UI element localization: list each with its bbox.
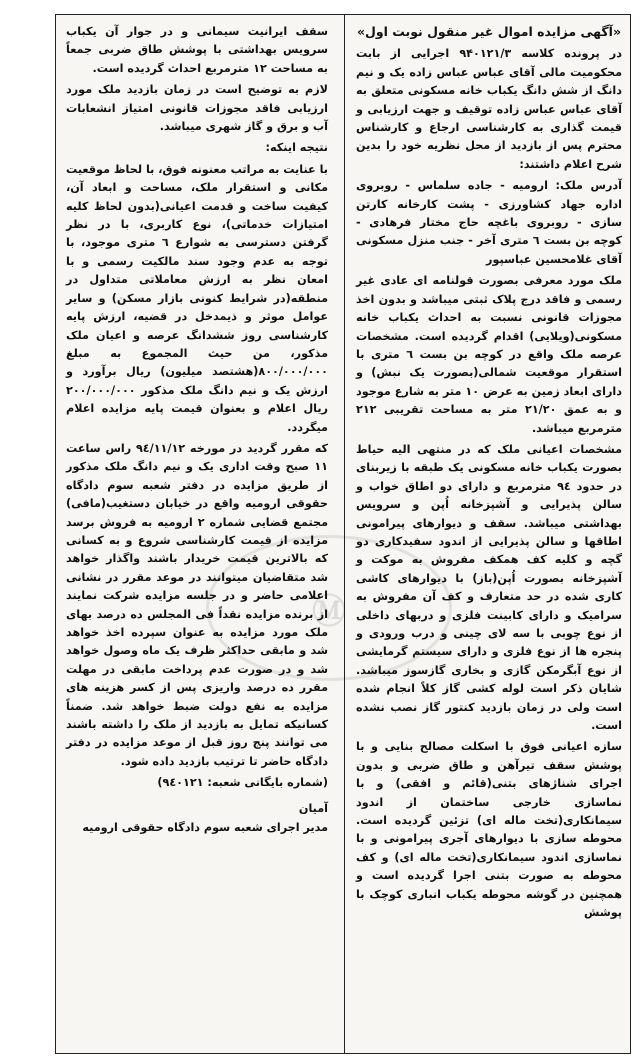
column-divider <box>344 15 345 1053</box>
signer-position: مدیر اجرای شعبه سوم دادگاه حقوقی ارومیه <box>82 820 328 834</box>
valuation-paragraph: با عنایت به مراتب معنونه فوق، با لحاظ موقعیت مکانی و استقرار ملک، مساحت و ابعاد آن، کیفیت ساخت و قدمت اعیانی(بدون لحاظ کلیه امتیازات خدماتی)، نوع کاربری، با در نظر گرفتن دسترسی به شوارع ٦ متری موجود، با توجه به عدم وجود سند مالکیت رسمی و با امعان نظر به ارزش معاملاتی متداول در منطقه(در شرایط کنونی بازار مسکن) و سایر عوامل موثر و ذیمدخل در قضیه، ارزش پایه کارشناسی روز ششدانگ عرصه و اعیان ملک مذکور، من حیث المجموع به مبلغ ۸۰۰/۰۰۰/۰۰۰(هشتصد میلیون) ریال برآورد و ارزش یک و نیم دانگ ملک مذکور ۲۰۰/۰۰۰/۰۰۰ ریال اعلام و بعنوان قیمت پایه مزایده اعلام میگردد. <box>66 162 328 434</box>
signature-block <box>66 799 328 837</box>
building-specs-paragraph: مشخصات اعیانی ملک که در منتهی الیه حیاط بصورت یکباب خانه مسکونی یک طبقه با زیربنای در حدود ۹٤ مترمربع و دارای دو اطاق خواب و سالن پذیرایی و آشپزخانه اُپن و سرویس بهداشتی میباشد. سقف و دیوارهای پیرامونی اطاقها و سالن پذیرایی از اندود سفیدکاری دو گچه و کلیه کف همکف مفروش به موکت و آشپزخانه بصورت اُپن(باز) با دیوارهای کاشی کاری شده در حد متعارف و کف آن مفروش به سرامیک و دارای کابینت فلزی و دربهای داخلی از نوع چوبی با سه لای چینی و درب ورودی و پنجره ها از نوع فلزی و دارای سیستم گرمایشی از نوع آبگرمکن گازی و بخاری گازسوز میباشد. شایان ذکر است لوله کشی گاز کلاً انجام شده است ولی در زمان بازدید کنتور گاز نصب نشده است. <box>356 442 622 733</box>
notice-title: «آگهی مزایده اموال غیر منقول نوبت اول» <box>356 24 622 39</box>
watermark-stamp: Ⓜ <box>206 535 452 681</box>
signer-name: آمیان <box>298 801 328 815</box>
notice-left-column <box>66 23 328 837</box>
land-specs-paragraph: ملک مورد معرفی بصورت قولنامه ای عادی غیر رسمی و فاقد درج پلاک ثبتی میباشد و بدون اخذ مجوزات قانونی نسبت به احداث یکباب خانه مسکونی(ویلایی) اقدام گردیده است. مشخصات عرصه ملک واقع در کوچه بن بست ٦ متری با استقرار موقعیت شمالی(بصورت یک نبش) و دارای ابعاد زمین به عرض ۱۰ متر به شارع موجود و به عمق ۲۱/۲۰ متر به مساحت تقریبی ۲۱۲ مترمربع میباشد. <box>356 274 623 435</box>
permits-note-paragraph: لازم به توضیح است در زمان بازدید ملک مورد ارزیابی فاقد مجوزات قانونی امتیاز انشعابات آب و برق و گاز شهری میباشد. <box>66 83 328 134</box>
conclusion-heading: نتیجه اینکه: <box>265 141 328 155</box>
archive-number: (شماره بایگانی شعبه: ۹٤۰۱۲۱) <box>157 776 328 790</box>
property-address-paragraph: آدرس ملک: ارومیه - جاده سلماس - روبروی اداره جهاد کشاورزی - پشت کارخانه کارتن سازی - روبروی باغچه حاج مختار فرهادی - کوچه بن بست ٦ متری آخر - جنب منزل مسکونی آقای غلامحسین عباسپور <box>356 179 623 266</box>
notice-right-column <box>356 23 622 1047</box>
newspaper-clipping <box>55 14 631 1054</box>
case-intro-paragraph: در پرونده کلاسه ۹۴۰۱۲۱/۳ اجرایی از بابت محکومیت مالی آقای عباس عباس زاده یک و نیم دانگ از شش دانگ یکباب خانه مسکونی متعلق به آقای عباس عباس زاده توقیف و جهت ارزیابی و قیمت گذاری به کارشناسی ارجاع و کارشناس محترم پس از بازدید از محل نظریه خود را بدین شرح اعلام داشتند: <box>356 47 622 171</box>
structure-paragraph: سازه اعیانی فوق با اسکلت مصالح بنایی و با پوشش سقف تیرآهن و طاق ضربی و بدون اجرای شناژهای بتنی(قائم و افقی) و با نماسازی خارجی ساختمان از اندود سیمانکاری(تخت ماله ای) تزئین گردیده است. محوطه سازی با دیوارهای آجری پیرامونی و با نماسازی اندود سیمانکاری(تخت ماله ای) و کف محوطه به صورت بتنی اجرا گردیده است و همچنین در گوشه محوطه یکباب انباری کوچک با پوشش <box>356 740 622 920</box>
auction-terms-paragraph: که مقرر گردید در مورخه ۹٤/۱۱/۱۲ راس ساعت ۱۱ صبح وقت اداری یک و نیم دانگ ملک مذکور از طریق مزایده در دفتر شعبه سوم دادگاه حقوقی ارومیه واقع در خیابان دستغیب(مافی) مجتمع قضایی شماره ۲ ارومیه به فروش برسد مزایده از قیمت کارشناسی شروع و به کسانی که بالاترین قیمت خریدار باشند واگذار خواهد شد متقاضیان میتوانند در موعد مقرر در نشانی اعلامی حاضر و در جلسه مزایده شرکت نمایند از برنده مزایده نقداً فی المجلس ده درصد بهای ملک مورد مزایده به عنوان سپرده اخذ خواهد شد و مابقی حداکثر ظرف یک ماه وصول خواهد شد و در صورت عدم پرداخت مابقی در مهلت مقرر ده درصد واریزی پس از کسر هزینه های مزایده به نفع دولت ضبط خواهد شد. ضمناً کسانیکه تمایل به بازدید از ملک را داشته باشند می توانند پنج روز قبل از موعد مزایده در دفتر دادگاه حاضر تا ترتیب بازدید داده شود. <box>66 441 328 768</box>
structure-continued-paragraph: سقف ایرانیت سیمانی و در جوار آن یکباب سرویس بهداشتی با پوشش طاق ضربی جمعاً به مساحت ۱۲ مترمربع احداث گردیده است. <box>66 25 328 75</box>
